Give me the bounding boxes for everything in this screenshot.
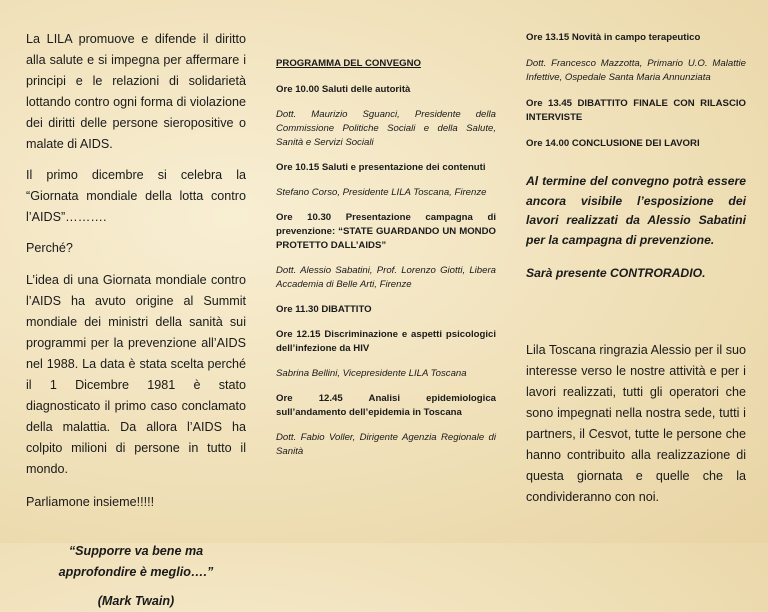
right-column bbox=[526, 0, 746, 543]
world-aids-day-paragraph: Il primo dicembre si celebra la “Giornata mondiale della lotta contro l’AIDS”………. bbox=[26, 168, 246, 224]
quote-text: “Supporre va bene ma approfondire è meglio….” bbox=[58, 544, 214, 579]
program-item-title: Ore 14.00 CONCLUSIONE DEI LAVORI bbox=[526, 138, 700, 149]
program-item-title: Ore 10.15 Saluti e presentazione dei contenuti bbox=[276, 162, 486, 173]
program-title: PROGRAMMA DEL CONVEGNO bbox=[276, 58, 421, 69]
quote-author: (Mark Twain) bbox=[97, 594, 175, 608]
program-item-speaker: Stefano Corso, Presidente LILA Toscana, Firenze bbox=[276, 187, 487, 198]
lets-talk-line: Parliamone insieme!!!!! bbox=[26, 495, 155, 509]
program-item-speaker: Dott. Alessio Sabatini, Prof. Lorenzo Giotti, Libera Accademia di Belle Arti, Firenze bbox=[276, 265, 496, 290]
program-item-title: Ore 12.45 Analisi epidemiologica sull’andamento dell’epidemia in Toscana bbox=[276, 393, 496, 418]
thanks-paragraph: Lila Toscana ringrazia Alessio per il suo interesse verso le nostre attività e per i lavori realizzati, tutti gli operatori che sono impegnati nella nostra sede, tutti i partners, il Cesvot, tutte le persone che hanno contribuito alla realizzazione di questa giornata e quelle che la condivideranno con noi. bbox=[526, 342, 746, 504]
program-item-speaker: Sabrina Bellini, Vicepresidente LILA Toscana bbox=[276, 368, 467, 379]
program-item-speaker: Dott. Francesco Mazzotta, Primario U.O. Malattie Infettive, Ospedale Santa Maria Annunziata bbox=[526, 58, 746, 83]
left-column bbox=[26, 0, 246, 608]
history-paragraph: L’idea di una Giornata mondiale contro l’AIDS ha avuto origine al Summit mondiale dei ministri della sanità sui programmi per la prevenzione all’AIDS nel 1988. La data è stata scelta perché il 1 Dicembre 1981 è stato diagnosticato il primo caso conclamato della malattia. Da allora l’AIDS ha colpito milioni di persone in tutto il mondo. bbox=[26, 273, 246, 476]
program-item-title: Ore 10.00 Saluti delle autorità bbox=[276, 84, 411, 95]
program-item-speaker: Dott. Fabio Voller, Dirigente Agenzia Regionale di Sanità bbox=[276, 432, 496, 457]
program-column bbox=[276, 0, 496, 543]
program-item-title: Ore 11.30 DIBATTITO bbox=[276, 304, 372, 315]
why-heading: Perché? bbox=[26, 241, 73, 255]
program-item-title: Ore 10.30 Presentazione campagna di prevenzione: “STATE GUARDANDO UN MONDO PROTETTO DALL’AIDS” bbox=[276, 212, 496, 251]
program-item-speaker: Dott. Maurizio Sguanci, Presidente della Commissione Politiche Sociali e della Salute, Sanità e Servizi Sociali bbox=[276, 109, 496, 148]
program-item-title: Ore 13.15 Novità in campo terapeutico bbox=[526, 32, 701, 43]
exhibition-note: Al termine del convegno potrà essere ancora visibile l’esposizione dei lavori realizzati da Alessio Sabatini per la campagna di prevenzione. bbox=[526, 174, 746, 247]
program-item-title: Ore 12.15 Discriminazione e aspetti psicologici dell’infezione da HIV bbox=[276, 329, 496, 354]
program-item-title: Ore 13.45 DIBATTITO FINALE CON RILASCIO INTERVISTE bbox=[526, 98, 746, 123]
intro-paragraph: La LILA promuove e difende il diritto alla salute e si impegna per affermare i principi e le relazioni di solidarietà lottando contro ogni forma di violazione dei diritti delle persone sieropositive o malate di AIDS. bbox=[26, 32, 246, 151]
radio-note: Sarà presente CONTRORADIO. bbox=[526, 266, 706, 281]
